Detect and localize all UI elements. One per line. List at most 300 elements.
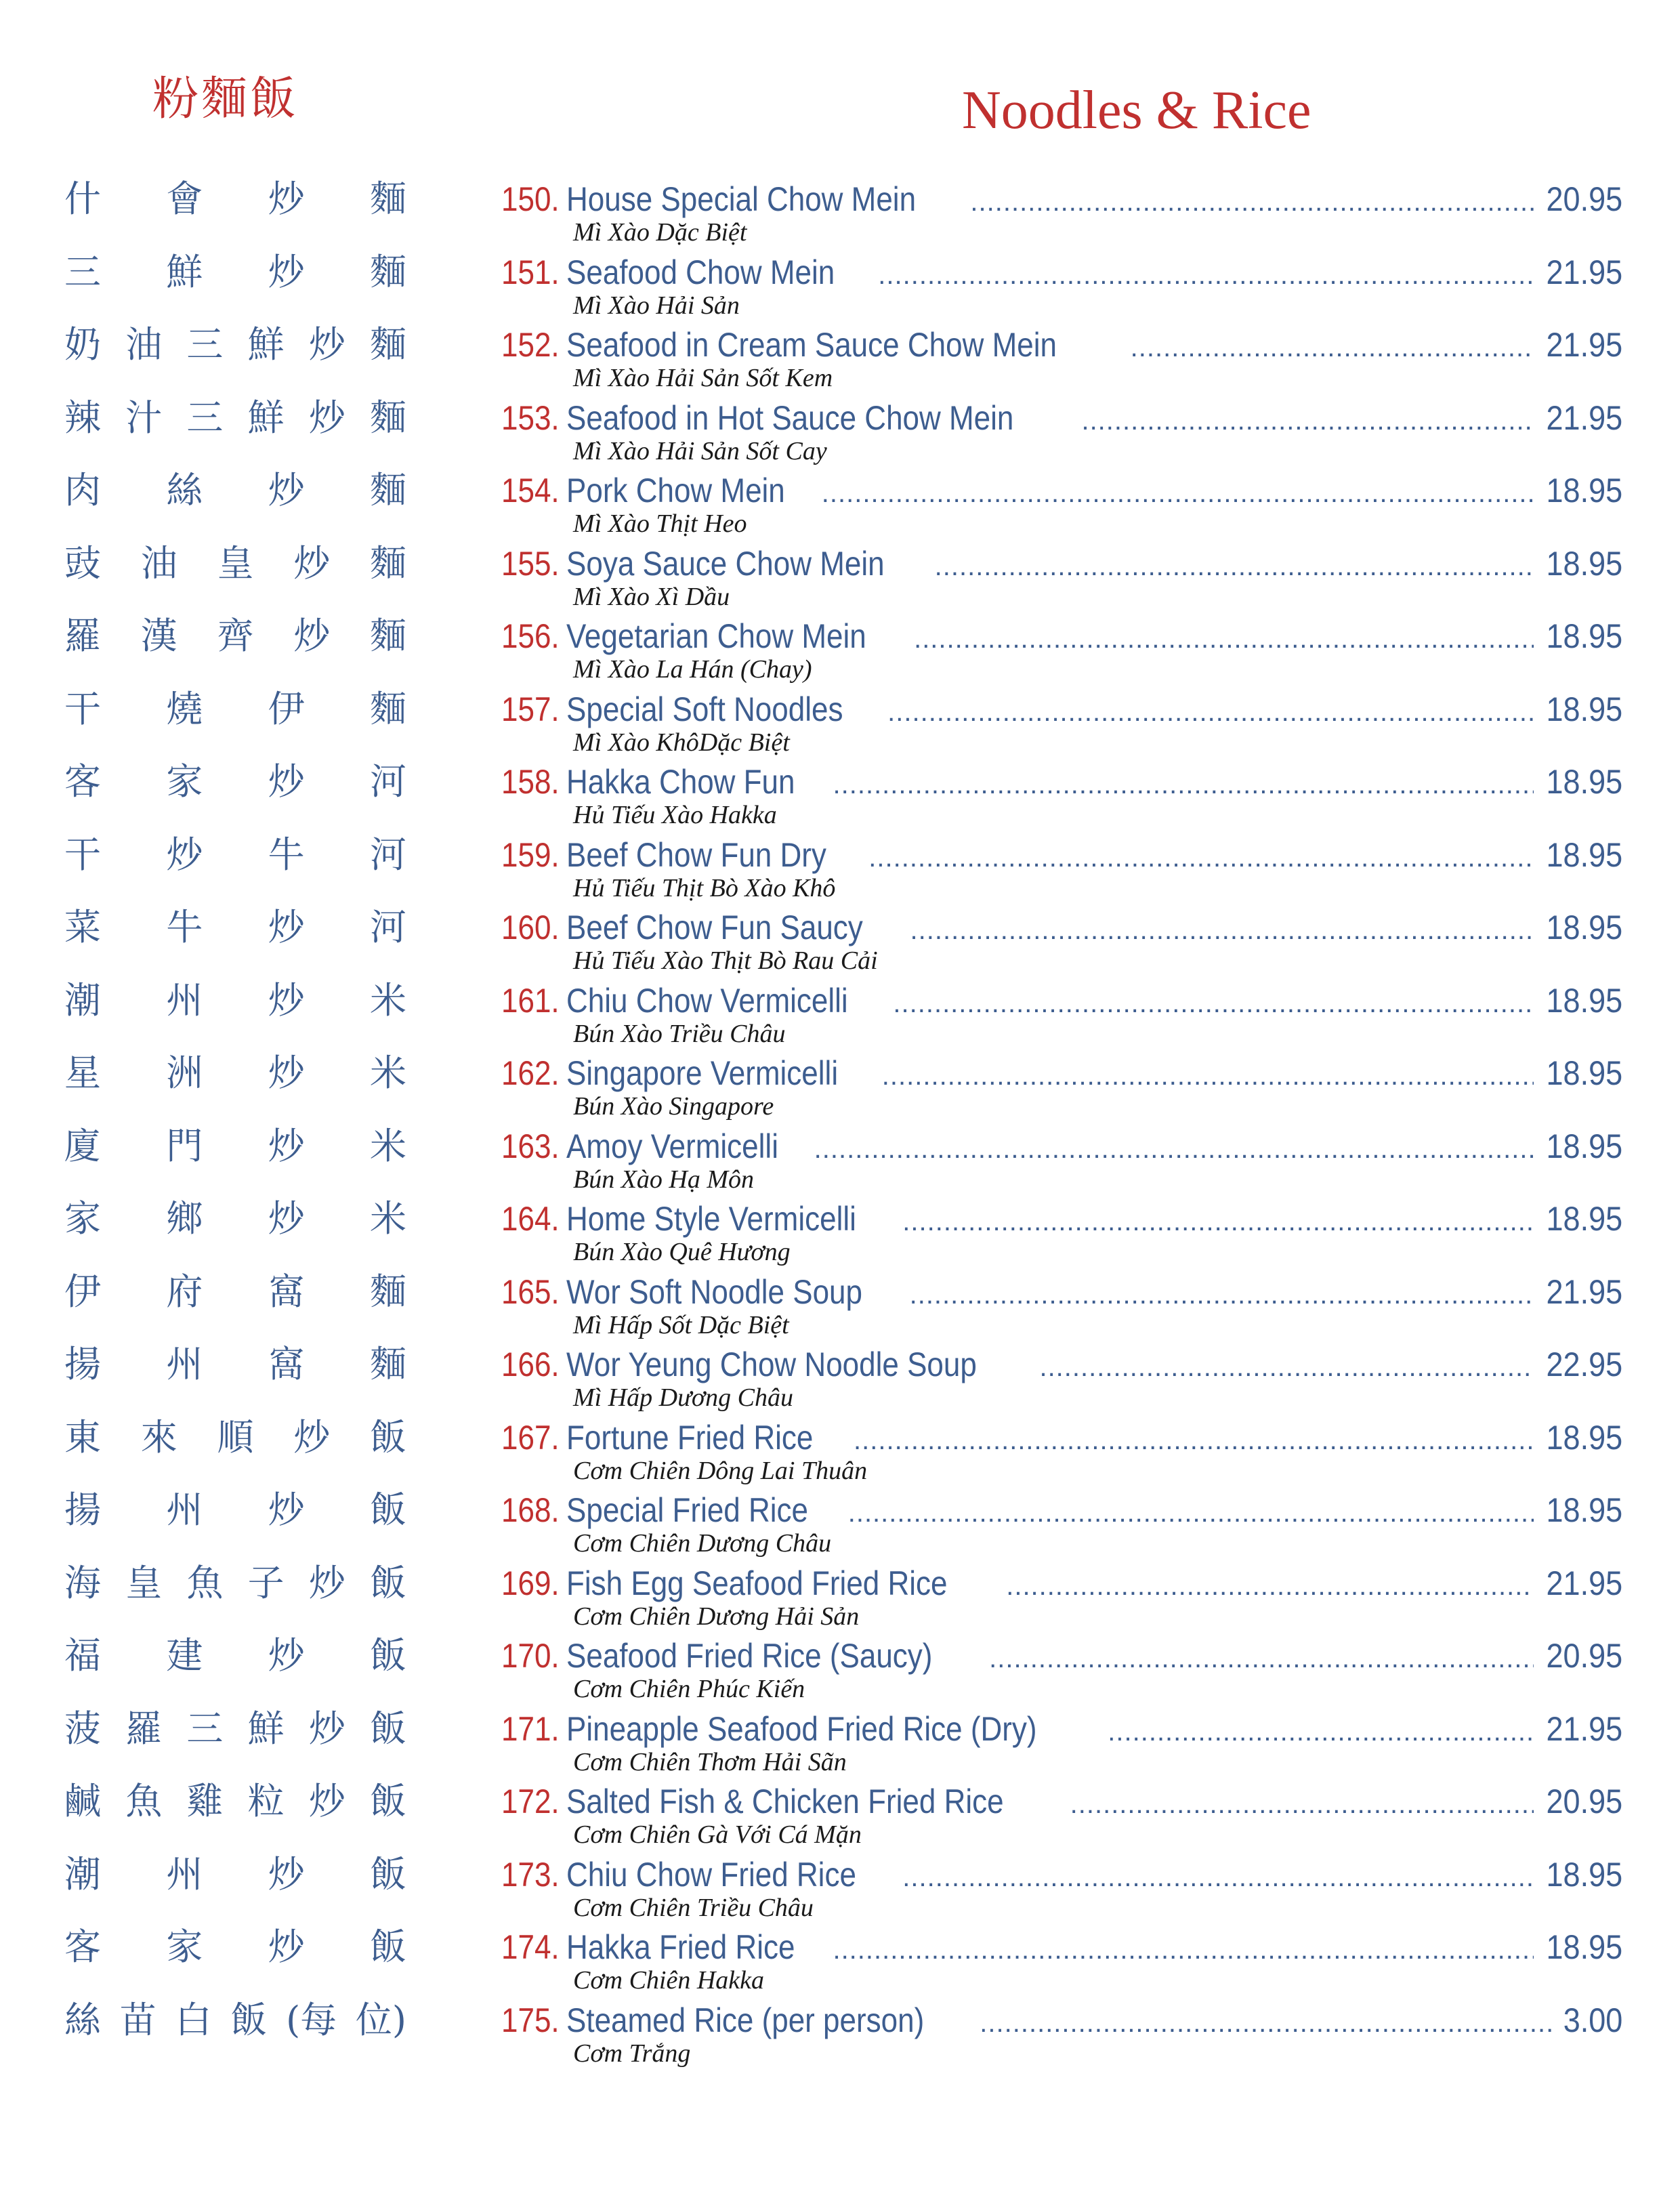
chinese-character: 粒 — [247, 1780, 285, 1822]
dot-leader — [882, 1054, 1534, 1098]
item-price: 18.95 — [1546, 981, 1622, 1020]
item-number: 174. — [501, 1928, 560, 1966]
menu-item-line — [501, 1125, 1622, 1168]
item-number: 157. — [501, 690, 560, 728]
dot-leader — [910, 1273, 1534, 1316]
menu-item — [501, 1853, 1622, 1926]
item-name: Beef Chow Fun Dry — [566, 835, 826, 874]
item-price: 18.95 — [1546, 1200, 1622, 1238]
chinese-character: 飯 — [230, 1998, 268, 2041]
menu-item-line — [501, 178, 1622, 221]
menu-item — [501, 396, 1622, 470]
chinese-dish-name — [64, 1051, 406, 1125]
item-number: 167. — [501, 1418, 560, 1457]
item-price: 18.95 — [1546, 1928, 1622, 1966]
dot-leader — [970, 180, 1533, 224]
menu-item — [501, 1562, 1622, 1635]
chinese-character: 炒 — [268, 178, 305, 220]
dot-leader — [1131, 326, 1534, 369]
chinese-character: 河 — [369, 906, 406, 948]
chinese-character: 炒 — [268, 1124, 305, 1167]
chinese-character: 家 — [166, 1925, 203, 1968]
chinese-character: 會 — [166, 178, 203, 220]
chinese-character: 絲 — [64, 1998, 101, 2041]
item-name: Special Soft Noodles — [566, 690, 843, 728]
chinese-character: 家 — [166, 760, 203, 803]
item-name: Vegetarian Chow Mein — [566, 617, 866, 655]
chinese-character: 干 — [64, 687, 101, 730]
item-number: 158. — [501, 763, 560, 801]
item-price: 21.95 — [1546, 253, 1622, 291]
dot-leader — [1070, 1783, 1534, 1826]
item-price: 21.95 — [1546, 1272, 1622, 1311]
menu-item — [501, 1925, 1622, 1999]
vietnamese-name: Cơm Chiên Triều Châu — [573, 1893, 814, 1922]
chinese-character: 飯 — [369, 1780, 406, 1822]
vietnamese-name: Cơm Chiên Thơm Hải Sãn — [573, 1747, 847, 1776]
menu-item — [501, 1343, 1622, 1416]
menu-item-line — [501, 1853, 1622, 1896]
chinese-character: 炒 — [308, 1707, 345, 1750]
item-number: 172. — [501, 1783, 560, 1820]
chinese-character: 米 — [369, 1197, 406, 1240]
item-name: Seafood Chow Mein — [566, 253, 835, 291]
chinese-character: 飯 — [370, 1415, 406, 1459]
vietnamese-name: Hủ Tiếu Xào Hakka — [573, 801, 777, 829]
item-price: 21.95 — [1546, 1709, 1622, 1748]
item-price: 21.95 — [1546, 398, 1622, 437]
chinese-character: 鮮 — [247, 323, 285, 366]
chinese-character: 米 — [369, 1124, 406, 1167]
item-name: Hakka Chow Fun — [566, 763, 795, 801]
item-name: Wor Soft Noodle Soup — [566, 1272, 863, 1311]
chinese-character: 順 — [217, 1415, 254, 1459]
chinese-character: 皇 — [217, 541, 254, 585]
chinese-character: 三 — [64, 250, 101, 293]
vietnamese-name: Cơm Chiên Dông Lai Thuân — [573, 1456, 868, 1485]
item-number: 170. — [501, 1637, 560, 1675]
menu-item — [501, 979, 1622, 1052]
menu-item — [501, 906, 1622, 979]
item-number: 166. — [501, 1346, 560, 1383]
vietnamese-name: Cơm Chiên Phúc Kiến — [573, 1675, 805, 1703]
item-name: Wor Yeung Chow Noodle Soup — [566, 1346, 977, 1383]
chinese-character: 米 — [369, 1051, 406, 1094]
dot-leader — [887, 690, 1534, 734]
chinese-character: 揚 — [64, 1343, 101, 1385]
chinese-character: 炒 — [293, 614, 331, 657]
menu-item — [501, 1634, 1622, 1707]
dot-leader — [878, 253, 1534, 297]
chinese-character: 州 — [166, 1488, 203, 1531]
item-name: Soya Sauce Chow Mein — [566, 544, 885, 583]
chinese-dish-name — [64, 1853, 406, 1926]
chinese-dish-name — [64, 614, 406, 688]
menu-item-line — [501, 1051, 1622, 1095]
chinese-character: 炒 — [268, 250, 305, 293]
item-number: 163. — [501, 1127, 560, 1165]
chinese-character: 門 — [166, 1124, 203, 1167]
vietnamese-name: Cơm Trắng — [573, 2039, 691, 2068]
chinese-section-title: 粉麵飯 — [152, 72, 299, 126]
chinese-character: 麵 — [369, 396, 406, 439]
dot-leader — [935, 545, 1534, 588]
chinese-character: 麵 — [369, 1270, 406, 1313]
chinese-character: 飯 — [369, 1852, 406, 1896]
chinese-dish-name — [64, 251, 406, 324]
chinese-character: 牛 — [268, 833, 305, 876]
chinese-character: 客 — [64, 760, 101, 803]
chinese-character: 肉 — [64, 469, 101, 512]
chinese-character: 來 — [140, 1415, 177, 1459]
item-name: Fish Egg Seafood Fried Rice — [566, 1564, 948, 1602]
item-number: 160. — [501, 909, 560, 946]
item-number: 154. — [501, 472, 560, 509]
chinese-character: 客 — [64, 1925, 101, 1968]
chinese-dish-name — [64, 1780, 406, 1853]
chinese-character: 油 — [140, 541, 177, 585]
dot-leader — [868, 836, 1534, 879]
chinese-character: 麵 — [369, 178, 406, 220]
dot-leader — [848, 1491, 1534, 1535]
menu-item-line — [501, 833, 1622, 877]
menu-item — [501, 1416, 1622, 1489]
chinese-character: 雞 — [186, 1780, 224, 1822]
menu-item — [501, 542, 1622, 615]
chinese-character: (每 — [286, 1998, 337, 2041]
menu-item — [501, 1488, 1622, 1562]
item-name: Pineapple Seafood Fried Rice (Dry) — [566, 1709, 1037, 1748]
chinese-dish-name — [64, 1707, 406, 1780]
chinese-character: 魚 — [186, 1561, 224, 1604]
item-name: Hakka Fried Rice — [566, 1928, 795, 1966]
vietnamese-name: Mì Xào KhôDặc Biệt — [573, 728, 790, 757]
menu-item — [501, 178, 1622, 251]
chinese-character: 東 — [64, 1415, 101, 1459]
item-name: Steamed Rice (per person) — [566, 2001, 925, 2039]
item-name: Seafood in Hot Sauce Chow Mein — [566, 398, 1014, 437]
item-name: Fortune Fried Rice — [566, 1418, 814, 1457]
menu-item-line — [501, 1197, 1622, 1241]
menu-item-line — [501, 688, 1622, 731]
vietnamese-name: Mì Hấp Dương Châu — [573, 1383, 793, 1412]
item-number: 161. — [501, 981, 560, 1020]
dot-leader — [1006, 1564, 1534, 1608]
item-number: 165. — [501, 1272, 560, 1311]
chinese-dish-name — [64, 1634, 406, 1707]
item-price: 18.95 — [1546, 1491, 1622, 1529]
menu-item-line — [501, 1488, 1622, 1532]
chinese-character: 鹹 — [64, 1780, 101, 1822]
item-number: 150. — [501, 180, 560, 218]
chinese-dish-name — [64, 1197, 406, 1270]
item-price: 18.95 — [1546, 1127, 1622, 1165]
chinese-character: 炒 — [268, 978, 305, 1022]
chinese-character: 建 — [166, 1634, 203, 1677]
dot-leader — [893, 982, 1533, 1025]
item-name: Salted Fish & Chicken Fried Rice — [566, 1783, 1004, 1820]
chinese-character: 齊 — [217, 614, 254, 657]
menu-item — [501, 1125, 1622, 1198]
dot-leader — [1039, 1346, 1533, 1389]
chinese-character: 窩 — [268, 1343, 305, 1385]
menu-item — [501, 1780, 1622, 1853]
item-price: 18.95 — [1546, 690, 1622, 728]
vietnamese-name: Hủ Tiếu Thịt Bò Xào Khô — [573, 873, 836, 902]
vietnamese-name: Mì Xào La Hán (Chay) — [573, 655, 812, 684]
menu-item — [501, 1051, 1622, 1125]
chinese-dish-name — [64, 1999, 406, 2072]
chinese-character: 白 — [175, 1998, 212, 2041]
item-price: 20.95 — [1546, 180, 1622, 218]
menu-item — [501, 1999, 1622, 2072]
chinese-character: 牛 — [166, 906, 203, 948]
chinese-character: 菠 — [64, 1707, 101, 1750]
chinese-character: 麵 — [369, 250, 406, 293]
chinese-dish-name — [64, 979, 406, 1052]
menu-item-line — [501, 614, 1622, 658]
chinese-dish-name — [64, 542, 406, 615]
menu-item-line — [501, 396, 1622, 440]
item-price: 22.95 — [1546, 1346, 1622, 1383]
dot-leader — [910, 909, 1534, 952]
chinese-character: 位) — [355, 1998, 406, 2041]
menu-item-line — [501, 1562, 1622, 1605]
dot-leader — [833, 1928, 1533, 1972]
item-name: Beef Chow Fun Saucy — [566, 909, 863, 946]
menu-item-line — [501, 542, 1622, 585]
dot-leader — [914, 617, 1534, 661]
vietnamese-name: Cơm Chiên Dương Châu — [573, 1529, 832, 1558]
vietnamese-name: Mì Hấp Sốt Dặc Biệt — [573, 1310, 789, 1339]
menu-items-column — [501, 178, 1622, 2071]
item-name: Singapore Vermicelli — [566, 1054, 839, 1092]
dot-leader — [1108, 1710, 1534, 1753]
chinese-character: 河 — [369, 760, 406, 803]
menu-item-line — [501, 1416, 1622, 1459]
chinese-character: 鄉 — [166, 1197, 203, 1240]
menu-item-line — [501, 760, 1622, 804]
menu-item — [501, 323, 1622, 396]
menu-item — [501, 833, 1622, 906]
chinese-character: 飯 — [369, 1925, 406, 1968]
menu-item — [501, 1197, 1622, 1270]
item-price: 20.95 — [1546, 1783, 1622, 1820]
vietnamese-name: Mì Xào Thịt Heo — [573, 509, 747, 538]
chinese-character: 麵 — [369, 469, 406, 512]
chinese-dish-name — [64, 1416, 406, 1489]
chinese-dish-name — [64, 323, 406, 396]
chinese-character: 苗 — [119, 1998, 156, 2041]
item-price: 18.95 — [1546, 617, 1622, 655]
item-name: House Special Chow Mein — [566, 180, 917, 218]
menu-item-line — [501, 251, 1622, 294]
item-number: 175. — [501, 2001, 560, 2039]
item-price: 18.95 — [1546, 835, 1622, 874]
chinese-character: 炒 — [308, 323, 345, 366]
chinese-character: 飯 — [369, 1707, 406, 1750]
chinese-character: 炒 — [268, 1925, 305, 1968]
menu-item — [501, 760, 1622, 833]
item-price: 18.95 — [1546, 763, 1622, 801]
menu-item — [501, 688, 1622, 761]
chinese-character: 汁 — [125, 396, 163, 439]
chinese-character: 米 — [369, 978, 406, 1022]
menu-item-line — [501, 1343, 1622, 1386]
chinese-character: 伊 — [64, 1270, 101, 1313]
chinese-character: 炒 — [308, 1780, 345, 1822]
item-number: 155. — [501, 544, 560, 583]
chinese-dish-name — [64, 396, 406, 470]
chinese-character: 炒 — [293, 541, 331, 585]
chinese-character: 皇 — [125, 1561, 163, 1604]
chinese-character: 府 — [166, 1270, 203, 1313]
menu-item — [501, 1270, 1622, 1343]
chinese-character: 三 — [186, 323, 224, 366]
dot-leader — [822, 472, 1534, 515]
item-name: Special Fried Rice — [566, 1491, 809, 1529]
item-price: 20.95 — [1546, 1637, 1622, 1675]
chinese-character: 燒 — [166, 687, 203, 730]
item-name: Amoy Vermicelli — [566, 1127, 778, 1165]
menu-item-line — [501, 1270, 1622, 1314]
chinese-character: 什 — [64, 178, 101, 220]
chinese-dish-name — [64, 833, 406, 906]
item-price: 18.95 — [1546, 472, 1622, 509]
vietnamese-name: Bún Xào Hạ Môn — [573, 1165, 755, 1194]
item-price: 21.95 — [1546, 326, 1622, 364]
chinese-character: 辣 — [64, 396, 101, 439]
chinese-character: 炒 — [268, 1197, 305, 1240]
chinese-character: 三 — [186, 1707, 224, 1750]
chinese-character: 廈 — [64, 1124, 101, 1167]
chinese-character: 菜 — [64, 906, 101, 948]
chinese-dish-name — [64, 1343, 406, 1416]
dot-leader — [814, 1127, 1534, 1171]
chinese-dish-name — [64, 688, 406, 761]
chinese-character: 州 — [166, 1852, 203, 1896]
english-section-title: Noodles & Rice — [962, 81, 1311, 140]
menu-item-line — [501, 1707, 1622, 1751]
chinese-character: 羅 — [64, 614, 101, 657]
vietnamese-name: Mì Xào Hải Sản Sốt Kem — [573, 364, 833, 392]
chinese-character: 炒 — [268, 469, 305, 512]
menu-item-line — [501, 1634, 1622, 1677]
chinese-dish-name — [64, 1925, 406, 1999]
item-number: 173. — [501, 1855, 560, 1894]
item-name: Home Style Vermicelli — [566, 1200, 856, 1238]
chinese-character: 三 — [186, 396, 224, 439]
menu-item-line — [501, 979, 1622, 1022]
item-name: Pork Chow Mein — [566, 472, 785, 509]
chinese-character: 漢 — [140, 614, 177, 657]
item-number: 164. — [501, 1200, 560, 1238]
chinese-character: 炒 — [268, 760, 305, 803]
chinese-dish-name — [64, 760, 406, 833]
item-price: 21.95 — [1546, 1564, 1622, 1602]
chinese-character: 麵 — [370, 541, 406, 585]
chinese-dish-name — [64, 906, 406, 979]
chinese-dish-name — [64, 1125, 406, 1198]
item-price: 3.00 — [1563, 2001, 1622, 2039]
chinese-character: 窩 — [268, 1270, 305, 1313]
chinese-character: 州 — [166, 1343, 203, 1385]
item-name: Chiu Chow Vermicelli — [566, 981, 848, 1020]
chinese-character: 麵 — [369, 687, 406, 730]
vietnamese-name: Bún Xào Singapore — [573, 1092, 774, 1121]
vietnamese-name: Mì Xào Hải Sản — [573, 291, 740, 320]
chinese-character: 麵 — [369, 323, 406, 366]
chinese-character: 豉 — [64, 541, 101, 585]
menu-item-line — [501, 1999, 1622, 2042]
chinese-character: 炒 — [308, 396, 345, 439]
dot-leader — [902, 1200, 1534, 1243]
chinese-character: 干 — [64, 833, 101, 876]
chinese-character: 炒 — [293, 1415, 331, 1459]
dot-leader — [980, 2001, 1552, 2045]
menu-item — [501, 614, 1622, 688]
item-price: 18.95 — [1546, 544, 1622, 583]
vietnamese-name: Bún Xào Triều Châu — [573, 1019, 786, 1048]
chinese-character: 飯 — [369, 1634, 406, 1677]
item-number: 156. — [501, 617, 560, 655]
chinese-character: 揚 — [64, 1488, 101, 1531]
chinese-character: 飯 — [369, 1488, 406, 1531]
item-number: 171. — [501, 1709, 560, 1748]
dot-leader — [902, 1856, 1534, 1899]
menu-item-line — [501, 1780, 1622, 1823]
chinese-dish-name — [64, 1270, 406, 1343]
menu-item — [501, 1707, 1622, 1780]
dot-leader — [1081, 399, 1533, 442]
vietnamese-name: Bún Xào Quê Hương — [573, 1238, 791, 1266]
vietnamese-name: Hủ Tiếu Xào Thịt Bò Rau Cải — [573, 946, 878, 975]
chinese-character: 奶 — [64, 323, 101, 366]
chinese-character: 鮮 — [247, 396, 285, 439]
menu-item-line — [501, 323, 1622, 367]
chinese-character: 絲 — [166, 469, 203, 512]
chinese-character: 家 — [64, 1197, 101, 1240]
menu-item-line — [501, 1925, 1622, 1969]
vietnamese-name: Mì Xào Dặc Biệt — [573, 218, 747, 247]
item-number: 151. — [501, 253, 560, 291]
chinese-character: 福 — [64, 1634, 101, 1677]
item-price: 18.95 — [1546, 1855, 1622, 1894]
vietnamese-name: Cơm Chiên Dương Hải Sản — [573, 1602, 860, 1631]
dot-leader — [989, 1637, 1534, 1680]
chinese-character: 炒 — [308, 1561, 345, 1604]
chinese-character: 油 — [125, 323, 163, 366]
chinese-character: 潮 — [64, 978, 101, 1022]
chinese-names-column — [64, 178, 406, 2071]
item-number: 159. — [501, 835, 560, 874]
item-number: 152. — [501, 326, 560, 364]
chinese-character: 魚 — [125, 1780, 163, 1822]
item-name: Seafood Fried Rice (Saucy) — [566, 1637, 933, 1675]
item-name: Chiu Chow Fried Rice — [566, 1855, 856, 1894]
item-price: 18.95 — [1546, 1054, 1622, 1092]
menu-item-line — [501, 906, 1622, 949]
menu-item-line — [501, 469, 1622, 512]
chinese-character: 炒 — [268, 906, 305, 948]
chinese-character: 子 — [247, 1561, 285, 1604]
chinese-character: 鮮 — [166, 250, 203, 293]
chinese-character: 海 — [64, 1561, 101, 1604]
chinese-character: 潮 — [64, 1852, 101, 1896]
item-number: 162. — [501, 1054, 560, 1092]
chinese-character: 炒 — [268, 1488, 305, 1531]
menu-item — [501, 469, 1622, 542]
